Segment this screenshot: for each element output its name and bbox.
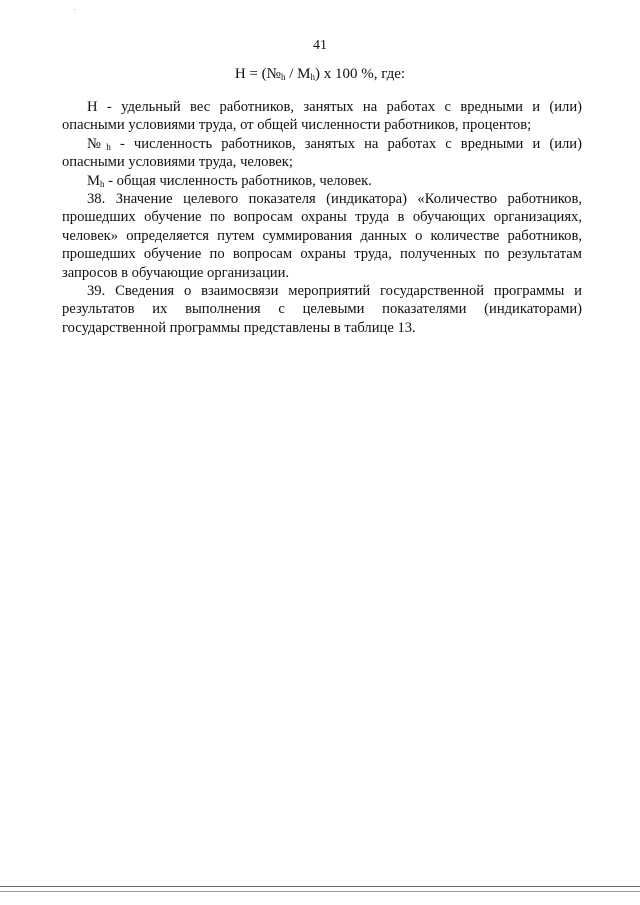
mh-definition-text: - общая численность работников, человек. [104, 172, 372, 189]
document-body [62, 98, 582, 337]
bottom-divider-secondary [0, 891, 640, 892]
paragraph-item-39: 39. Сведения о взаимосвязи мероприятий государственной программы и результатов их выполнения с целевыми показателями (индикаторами) государственной программы представлены в таблице 13. [62, 283, 582, 336]
formula-lhs: Н = (№ [234, 66, 281, 82]
nh-subscript: h [106, 141, 111, 152]
formula-subscript-2: h [310, 72, 315, 82]
formula-subscript-1: h [280, 72, 286, 82]
mh-symbol: М [87, 172, 100, 189]
nh-definition-text: - численность работников, занятых на работах с вредными и (или) опасными условиями труда, человек; [62, 135, 582, 171]
paragraph-definition-mh [62, 172, 582, 190]
paragraph-item-38: 38. Значение целевого показателя (индикатора) «Количество работников, прошедших обучение по вопросам охраны труда в обучающих организациях, человек» определяется путем суммирования данных о количестве работников, прошедших обучение по вопросам охраны труда, полученных по результатам запросов в обучающие организации. [62, 191, 582, 281]
nh-symbol: № [87, 135, 107, 152]
scan-artifact [74, 9, 75, 10]
formula-mid: / М [285, 66, 311, 82]
mh-subscript: h [99, 178, 105, 189]
page-number: 41 [313, 38, 327, 53]
paragraph-definition-nh [62, 135, 582, 172]
paragraph-definition-h: Н - удельный вес работников, занятых на работах с вредными и (или) опасными условиями труда, от общей численности работников, процентов; [62, 99, 582, 134]
formula-rhs: ) х 100 %, где: [315, 66, 406, 82]
formula [0, 66, 640, 83]
bottom-divider [0, 886, 640, 887]
